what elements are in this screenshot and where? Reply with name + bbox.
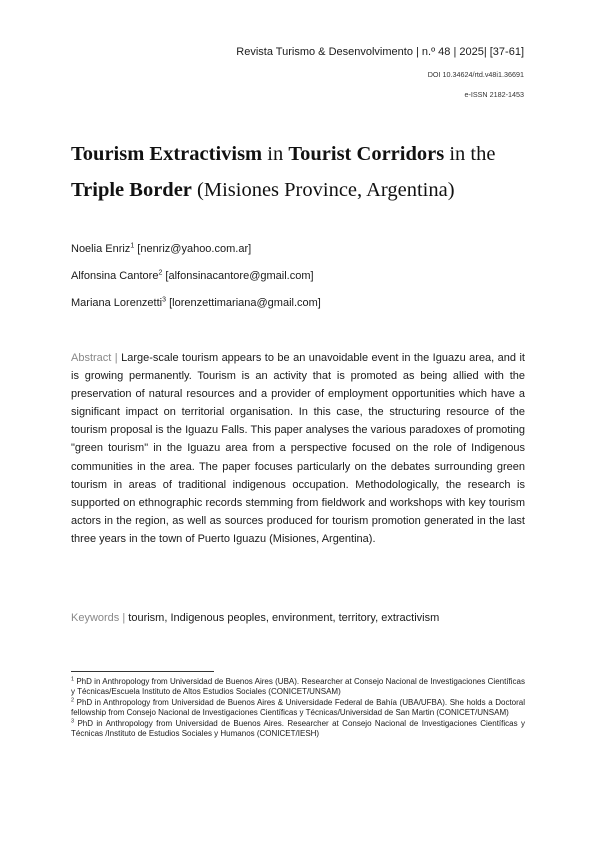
title-bold-3: Triple Border (71, 179, 192, 201)
keywords-label: Keywords | (71, 612, 129, 624)
abstract (71, 349, 525, 548)
footnote-number: 1 (71, 676, 75, 683)
author-line (71, 297, 321, 309)
author-email: [lorenzettimariana@gmail.com] (166, 297, 321, 309)
title-plain-2: in the (444, 143, 496, 165)
abstract-label: Abstract | (71, 352, 122, 364)
author-name: Alfonsina Cantore (71, 270, 159, 282)
author-email: [nenriz@yahoo.com.ar] (134, 243, 252, 255)
footnote (71, 677, 525, 698)
footnotes (71, 677, 525, 739)
keywords (71, 612, 439, 624)
title-bold-2: Tourist Corridors (288, 143, 445, 165)
abstract-text: Large-scale tourism appears to be an unavoidable event in the Iguazu area, and it is growing permanently. Tourism is an activity that is promoted as being allied with the preservation of natural resources and a provider of employment opportunities which have a significant impact on territorial organisation. In this case, the structuring resource of the tourism proposal is the Iguazu Falls. This paper analyses the various paradoxes of promoting "green tourism" in the Iguazu area from a perspective focused on the role of Indigenous communities in the area. The paper focuses particularly on the debates surrounding green tourism in areas of traditional indigenous occupation. Methodologically, the research is supported on ethnographic records stemming from fieldwork and workshops with key tourism actors in the region, as well as sources produced for tourism promotion generated in the last three years in the town of Puerto Iguazu (Misiones, Argentina). (71, 352, 525, 545)
footnote-text: PhD in Anthropology from Universidad de Buenos Aires & Universidade Federal de Bahía (UBA/UFBA). She holds a Doctoral fellowship from Consejo Nacional de Investigaciones Científicas y Técnicas/Universidad de San Martin (CONICET/UNSAM) (71, 697, 525, 718)
author-name: Noelia Enriz (71, 243, 131, 255)
author-footnote-mark: 1 (130, 242, 135, 250)
paper-title (71, 136, 531, 208)
footnote-text: PhD in Anthropology from Universidad de Buenos Aires. Researcher at Consejo Nacional de Investigaciones Científicas y Técnicas /Instituto de Estudios Sociales y Humanos (CONICET/IESH) (71, 718, 525, 739)
footnote (71, 698, 525, 719)
footnote-number: 2 (71, 697, 75, 704)
doi-text: DOI 10.34624/rtd.v48i1.36691 (427, 70, 524, 79)
title-plain-3: (Misiones Province, Argentina) (191, 179, 455, 201)
issn-text: e-ISSN 2182-1453 (464, 90, 524, 99)
footnote-text: PhD in Anthropology from Universidad de Buenos Aires (UBA). Researcher at Consejo Nacional de Investigaciones Científicas y Técnicas/Escuela Instituto de Altos Estudios Sociales (CONICET/UNSAM) (71, 677, 525, 697)
journal-citation: Revista Turismo & Desenvolvimento | n.º 48 | 2025| [37-61] (236, 46, 524, 58)
title-bold-1: Tourism Extractivism (71, 143, 263, 165)
author-name: Mariana Lorenzetti (71, 297, 163, 309)
title-plain-1: in (262, 143, 289, 165)
author-line (71, 270, 314, 282)
author-line (71, 243, 251, 255)
author-footnote-mark: 2 (158, 269, 163, 277)
keywords-text: tourism, Indigenous peoples, environment, territory, extractivism (128, 612, 440, 624)
author-email: [alfonsinacantore@gmail.com] (162, 270, 314, 282)
footnote-number: 3 (71, 717, 75, 724)
author-footnote-mark: 3 (162, 296, 167, 304)
footnote-divider (71, 671, 214, 672)
footnote (71, 719, 525, 740)
